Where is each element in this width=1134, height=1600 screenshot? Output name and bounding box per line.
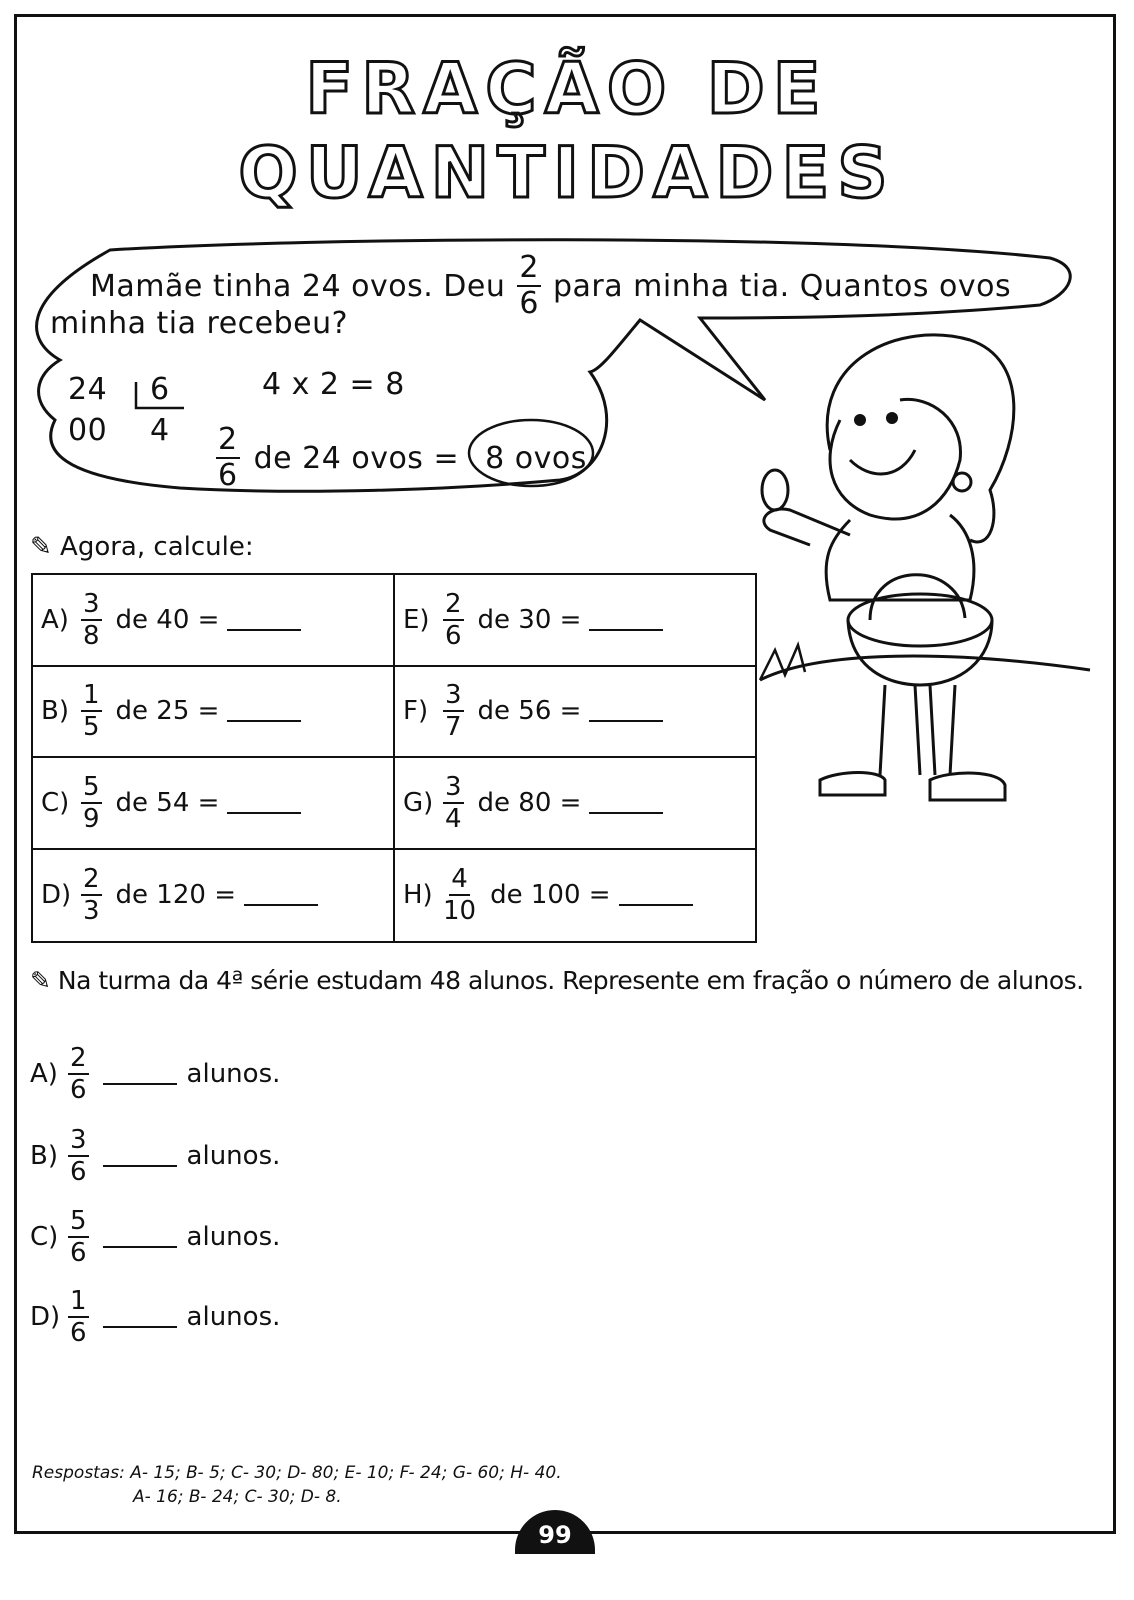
item-frac-den: 8 — [83, 620, 100, 651]
item-frac-num: 1 — [83, 680, 100, 711]
question-text: alunos. — [186, 1059, 281, 1089]
bubble-text-after: para minha tia. Quantos ovos — [552, 268, 1012, 304]
instruction-calculate: ✎ Agora, calcule: — [30, 532, 254, 562]
result-fraction — [216, 422, 240, 493]
question-frac-num: 3 — [70, 1125, 87, 1155]
question-blank[interactable] — [103, 1226, 177, 1248]
item-fraction — [443, 680, 464, 743]
answer-blank[interactable] — [227, 609, 301, 631]
girl-illustration — [700, 300, 1100, 820]
answer-blank[interactable] — [244, 884, 318, 906]
item-label: C) — [41, 787, 70, 818]
table-cell — [395, 575, 757, 667]
item-label: D) — [41, 880, 72, 911]
question-row — [30, 1208, 280, 1266]
item-frac-num: 2 — [83, 864, 100, 895]
question-blank[interactable] — [103, 1145, 177, 1167]
item-text: de 100 = — [490, 880, 611, 911]
item-fraction — [81, 588, 102, 651]
question-fraction — [68, 1045, 89, 1103]
title-line-2: QUANTIDADES — [238, 132, 896, 214]
item-text: de 40 = — [115, 604, 220, 635]
division-bracket — [132, 378, 192, 418]
item-frac-den: 3 — [83, 896, 100, 927]
result-line — [210, 422, 587, 493]
question-label: D) — [30, 1302, 61, 1332]
question-text: alunos. — [186, 1222, 281, 1252]
item-text: de 80 = — [477, 787, 582, 818]
item-label: H) — [403, 880, 433, 911]
item-frac-den: 4 — [445, 803, 462, 834]
question-row — [30, 1127, 280, 1185]
answer-blank[interactable] — [227, 700, 301, 722]
result-frac-den: 6 — [218, 458, 238, 493]
question-label: C) — [30, 1222, 59, 1252]
question-fraction — [68, 1208, 89, 1266]
item-label: A) — [41, 604, 69, 635]
item-frac-num: 3 — [445, 680, 462, 711]
item-frac-num: 2 — [445, 588, 462, 619]
question-fraction — [68, 1288, 89, 1346]
division-remainder: 00 — [68, 413, 108, 448]
item-label: G) — [403, 787, 434, 818]
multiplication: 4 x 2 = 8 — [262, 367, 405, 402]
question-frac-den: 6 — [70, 1157, 87, 1187]
item-fraction — [443, 771, 464, 834]
item-fraction — [81, 680, 102, 743]
question-text: alunos. — [186, 1302, 281, 1332]
division-dividend: 24 — [68, 372, 108, 407]
item-frac-den: 9 — [83, 803, 100, 834]
answer-blank[interactable] — [589, 700, 663, 722]
bubble-frac-den: 6 — [519, 286, 539, 321]
question-label: A) — [30, 1059, 58, 1089]
answer-blank[interactable] — [589, 609, 663, 631]
bubble-text-before: Mamãe tinha 24 ovos. Deu — [90, 268, 506, 304]
item-text: de 120 = — [115, 880, 236, 911]
table-cell — [33, 758, 395, 850]
item-label: B) — [41, 696, 69, 727]
table-cell — [395, 667, 757, 759]
table-cell — [33, 667, 395, 759]
table-cell — [33, 575, 395, 667]
page-number: 99 — [515, 1510, 595, 1554]
question-fraction — [68, 1127, 89, 1185]
item-label: E) — [403, 604, 430, 635]
instruction-students: ✎ Na turma da 4ª série estudam 48 alunos. Represente em fração o número de alunos. — [30, 966, 1084, 995]
question-row — [30, 1288, 280, 1346]
answer-blank[interactable] — [227, 792, 301, 814]
answer-key — [32, 1461, 562, 1509]
item-text: de 30 = — [477, 604, 582, 635]
item-frac-num: 5 — [83, 771, 100, 802]
bubble-frac-num: 2 — [519, 250, 539, 285]
exercise-table — [31, 573, 757, 943]
question-blank[interactable] — [103, 1306, 177, 1328]
item-frac-num: 3 — [445, 771, 462, 802]
result-text: de 24 ovos = — [253, 440, 460, 476]
item-frac-den: 7 — [445, 712, 462, 743]
item-text: de 56 = — [477, 696, 582, 727]
answer-blank[interactable] — [589, 792, 663, 814]
question-frac-den: 6 — [70, 1318, 87, 1348]
question-frac-den: 6 — [70, 1238, 87, 1268]
bubble-fraction — [517, 250, 541, 321]
item-text: de 54 = — [115, 787, 220, 818]
item-frac-den: 5 — [83, 712, 100, 743]
table-cell — [395, 758, 757, 850]
question-blank[interactable] — [103, 1063, 177, 1085]
item-text: de 25 = — [115, 696, 220, 727]
question-frac-num: 2 — [70, 1043, 87, 1073]
title-line-1: FRAÇÃO DE — [305, 48, 829, 130]
result-answer: 8 ovos — [485, 440, 587, 476]
item-fraction — [443, 864, 477, 927]
item-frac-num: 3 — [83, 588, 100, 619]
item-fraction — [443, 588, 464, 651]
division-quotient: 4 — [150, 413, 170, 448]
question-frac-den: 6 — [70, 1075, 87, 1105]
result-frac-num: 2 — [218, 422, 238, 457]
item-frac-num: 4 — [451, 864, 468, 895]
answer-blank[interactable] — [619, 884, 693, 906]
item-frac-den: 10 — [443, 896, 477, 927]
table-cell — [33, 850, 395, 942]
answer-key-line-2: A- 16; B- 24; C- 30; D- 8. — [133, 1487, 342, 1507]
question-frac-num: 1 — [70, 1286, 87, 1316]
question-frac-num: 5 — [70, 1206, 87, 1236]
question-text: alunos. — [186, 1141, 281, 1171]
item-fraction — [81, 771, 102, 834]
division-divisor: 6 — [150, 372, 170, 407]
question-label: B) — [30, 1141, 58, 1171]
table-cell — [395, 850, 757, 942]
bubble-line-2: minha tia recebeu? — [50, 306, 349, 341]
item-label: F) — [403, 696, 429, 727]
item-frac-den: 6 — [445, 620, 462, 651]
item-fraction — [81, 864, 102, 927]
question-row — [30, 1045, 280, 1103]
answer-key-line-1: Respostas: A- 15; B- 5; C- 30; D- 80; E- 10; F- 24; G- 60; H- 40. — [32, 1463, 562, 1483]
